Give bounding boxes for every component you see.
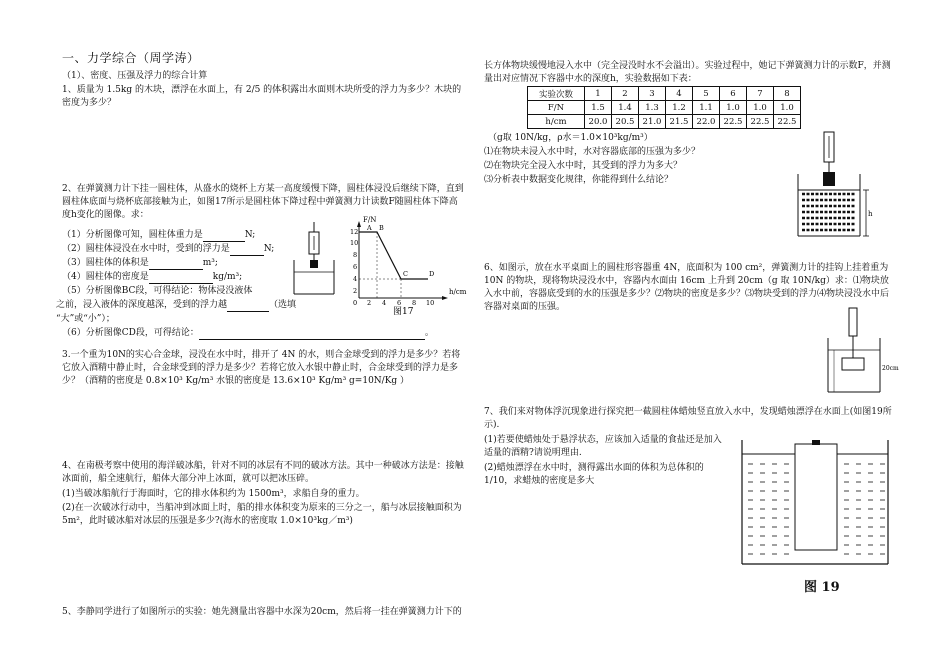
table-cell: 1.2 bbox=[666, 101, 693, 115]
question-4-sub2: (2)在一次破冰行动中，当船冲到冰面上时，船的排水体积变为原来的三分之一，船与冰层接触面积为 5m²，此时破冰船对冰层的压强是多少?(海水的密度取 1.0×10³kg／m³) bbox=[62, 503, 462, 526]
spring-scale-beaker-figure bbox=[292, 222, 348, 302]
section-subtitle: （1）、密度、压强及浮力的综合计算 bbox=[62, 71, 208, 81]
question-5-stem: 5、李静同学进行了如图所示的实验：她先测量出容器中水深为20cm，然后将一挂在弹簧测力计下的 bbox=[62, 607, 462, 617]
x-tick: 2 bbox=[367, 299, 372, 307]
table-cell: 20.5 bbox=[612, 115, 639, 129]
question-5-note: （g取 10N/kg，ρ水＝1.0×10³kg/m³） bbox=[488, 133, 653, 143]
y-tick: 6 bbox=[353, 263, 358, 271]
question-2-sub3: （3）圆柱体的体积是 m³; bbox=[62, 258, 218, 268]
table-row bbox=[528, 87, 801, 101]
question-5-continued: 长方体物块缓慢地浸入水中（完全浸没时水不会溢出）。实验过程中，她记下弹簧测力计的示数F，并测量出对应情况下容器中水的深度h，实验数据如下表： bbox=[484, 61, 891, 84]
answer-blank[interactable] bbox=[203, 232, 245, 242]
y-axis-label: F/N bbox=[363, 216, 377, 224]
question-5-sub1: ⑴在物块未浸入水中时，水对容器底部的压强为多少？ bbox=[484, 147, 701, 157]
question-2-sub6: （6）分析图像CD段，可得结论： 。 bbox=[62, 328, 434, 338]
table-cell: 22.5 bbox=[747, 115, 774, 129]
table-cell: 21.5 bbox=[666, 115, 693, 129]
table-cell: 22.5 bbox=[774, 115, 801, 129]
table-cell: F/N bbox=[528, 101, 585, 115]
cylinder-container-figure bbox=[824, 308, 900, 394]
question-5-sub2: ⑵在物块完全浸入水中时，其受到的浮力为多大？ bbox=[484, 161, 683, 171]
question-7-sub1: (1)若要使蜡烛处于悬浮状态，应该加入适量的食盐还是加入适量的酒精?请说明理由. bbox=[484, 435, 722, 458]
point-label: B bbox=[379, 224, 384, 232]
table-cell: 3 bbox=[639, 87, 666, 101]
question-2-stem: 2、在弹簧测力计下挂一圆柱体，从盛水的烧杯上方某一高度缓慢下降，圆柱体浸没后继续下降，直到圆柱体底面与烧杯底部接触为止，如图17所示是圆柱体下降过程中弹簧测力计读数F随圆柱体下降高度h变化的图像。求： bbox=[62, 184, 464, 220]
table-cell: 1.0 bbox=[774, 101, 801, 115]
table-cell: 1.1 bbox=[693, 101, 720, 115]
question-7-sub2: (2)蜡烛漂浮在水中时，测得露出水面的体积为总体积的 1/10，求蜡烛的密度是多大 bbox=[484, 463, 704, 486]
y-tick: 12 bbox=[350, 228, 359, 236]
table-cell: 1.0 bbox=[720, 101, 747, 115]
section-title: 一、力学综合（周学涛） bbox=[62, 51, 200, 65]
x-axis-label: h/cm bbox=[449, 288, 467, 296]
table-cell: 6 bbox=[720, 87, 747, 101]
table-row bbox=[528, 101, 801, 115]
force-depth-graph bbox=[349, 218, 469, 316]
answer-blank[interactable] bbox=[227, 302, 269, 312]
point-label: A bbox=[367, 224, 372, 232]
answer-blank[interactable] bbox=[149, 274, 213, 284]
question-2-sub4: （4）圆柱体的密度是 kg/m³; bbox=[62, 272, 243, 282]
table-cell: 20.0 bbox=[585, 115, 612, 129]
table-cell: 1.3 bbox=[639, 101, 666, 115]
point-label: D bbox=[429, 270, 435, 278]
figure-17-label: 图17 bbox=[393, 307, 414, 317]
x-tick: 8 bbox=[412, 299, 417, 307]
y-tick: 4 bbox=[353, 275, 358, 283]
question-3: 3.一个重为10N的实心合金球，浸没在水中时，排开了 4N 的水，则合金球受到的浮力是多少？若将它放入酒精中静止时，合金球受到的浮力是多少？若将它放入水银中静止时，合金球受到的浮力是多少？（酒精的密度是 0.8×10³ Kg/m³ 水银的密度是 13.6×10³ Kg/m³ g=10N/Kg ） bbox=[62, 350, 461, 386]
table-cell: 22.0 bbox=[693, 115, 720, 129]
question-6: 6、如图示，放在水平桌面上的圆柱形容器重 4N，底面积为 100 cm²，弹簧测力计的挂钩上挂着重为 10N 的物块，现将物块浸没水中，容器内水面由 16cm 上升到 20cm（g 取 10N/kg）求：⑴物块放入水中前，容器底受到的水的压强是多少？⑵物块的密度是多少？⑶物块受到的浮力⑷物块浸没水中后容器对桌面的压强。 bbox=[484, 263, 890, 312]
x-tick: 6 bbox=[397, 299, 402, 307]
table-cell: 22.5 bbox=[720, 115, 747, 129]
spring-scale-container-figure bbox=[794, 132, 874, 242]
table-cell: 4 bbox=[666, 87, 693, 101]
table-row bbox=[528, 115, 801, 129]
table-cell: 2 bbox=[612, 87, 639, 101]
question-2-sub5a: （5）分析图像BC段，可得结论：物体浸没液体 bbox=[62, 286, 253, 296]
y-tick: 10 bbox=[350, 239, 359, 247]
question-7-stem: 7、我们来对物体浮沉现象进行探究把一截圆柱体蜡烛竖直放入水中，发现蜡烛漂浮在水面上(如图19所示). bbox=[484, 407, 892, 430]
answer-blank[interactable] bbox=[199, 330, 425, 340]
table-cell: 8 bbox=[774, 87, 801, 101]
table-cell: 1.0 bbox=[747, 101, 774, 115]
x-tick: 10 bbox=[426, 299, 435, 307]
floating-candle-figure bbox=[742, 440, 890, 568]
table-cell: 实验次数 bbox=[528, 87, 585, 101]
answer-blank[interactable] bbox=[149, 260, 203, 270]
question-2-sub5b: 之前，浸入液体的深度越深，受到的浮力越 （选填 bbox=[56, 300, 297, 310]
y-tick: 2 bbox=[353, 287, 358, 295]
table-cell: 1.5 bbox=[585, 101, 612, 115]
figure-19-label: 图 19 bbox=[804, 580, 840, 595]
table-cell: h/cm bbox=[528, 115, 585, 129]
question-1: 1、质量为 1.5kg 的木块，漂浮在水面上，有 2/5 的体积露出水面则木块所受的浮力为多少？木块的密度为多少？ bbox=[62, 85, 462, 108]
question-2-sub1: （1）分析图像可知，圆柱体重力是 N; bbox=[62, 230, 256, 240]
table-cell: 5 bbox=[693, 87, 720, 101]
table-cell: 21.0 bbox=[639, 115, 666, 129]
x-tick: 4 bbox=[382, 299, 387, 307]
point-label: C bbox=[403, 270, 408, 278]
question-2-sub2: （2）圆柱体浸没在水中时，受到的浮力是 N; bbox=[62, 244, 275, 254]
water-level-label: 20cm bbox=[882, 365, 899, 372]
question-2-sub5c: “大”或“小”）； bbox=[56, 314, 115, 324]
data-table bbox=[527, 86, 801, 129]
y-tick: 0 bbox=[353, 299, 358, 307]
y-tick: 8 bbox=[353, 251, 358, 259]
table-cell: 1.4 bbox=[612, 101, 639, 115]
table-cell: 7 bbox=[747, 87, 774, 101]
table-cell: 1 bbox=[585, 87, 612, 101]
depth-label: h bbox=[868, 210, 873, 218]
question-4-stem: 4、在南极考察中使用的海洋破冰船，针对不同的冰层有不同的破冰方法。其中一种破冰方法是：接触冰面前，船全速航行，船体大部分冲上冰面，就可以把冰压碎。 bbox=[62, 461, 464, 484]
answer-blank[interactable] bbox=[230, 246, 264, 256]
question-5-sub3: ⑶分析表中数据变化规律，你能得到什么结论？ bbox=[484, 175, 674, 185]
question-4-sub1: (1)当破冰船航行于海面时，它的排水体积约为 1500m³，求船自身的重力。 bbox=[62, 489, 365, 499]
